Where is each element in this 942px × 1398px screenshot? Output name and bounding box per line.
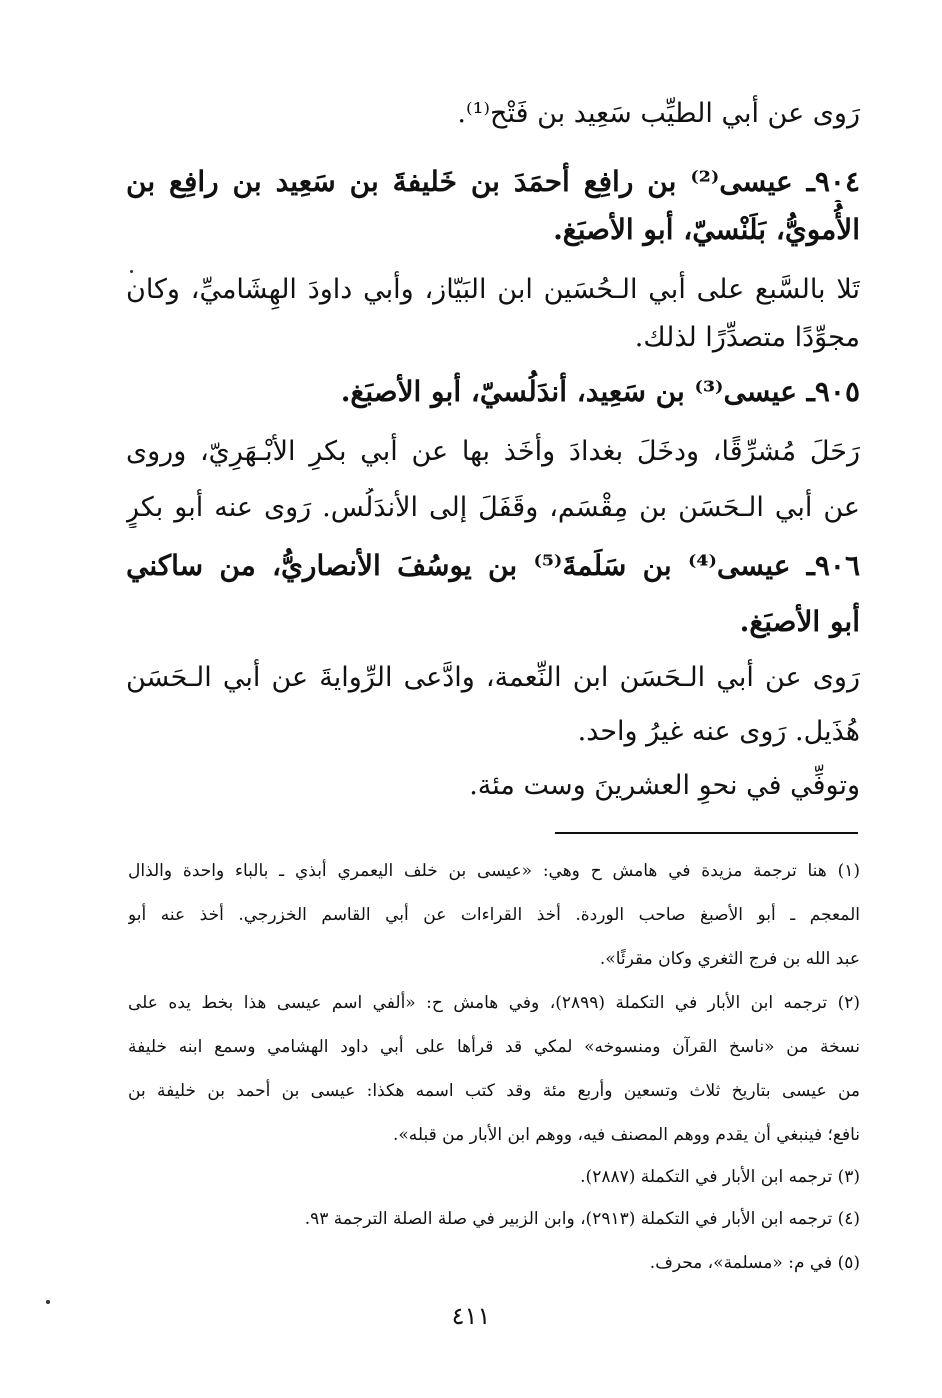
entry-heading-905: ٩٠٥ـ عيسى⁽³⁾ بن سَعِيد، أندَلُسيّ، أبو الأصبَغ.: [340, 375, 860, 408]
text-line: تَلا بالسَّبع على أبي الـحُسَين ابن البَيّاز، وأبي داودَ الهِشَاميِّ، وكان: [126, 274, 860, 305]
entry-heading-904-cont: الأُمويُّ، بَلَنْسيّ، أبو الأصبَغ.: [553, 213, 860, 246]
footnote-3: (٣) ترجمه ابن الأبار في التكملة (٢٨٨٧).: [580, 1167, 860, 1187]
entry-heading-906-cont: أبو الأصبَغ.: [739, 605, 860, 638]
text-line: رَحَلَ مُشرِّقًا، ودخَلَ بغدادَ وأخَذ بها عن أبي بكرِ الأبْـهَرِيّ، وروى: [126, 436, 860, 467]
text-line: رَوى عن أبي الطيِّب سَعِيد بن فَتْح⁽¹⁾.: [457, 98, 860, 129]
entry-heading-906: ٩٠٦ـ عيسى⁽⁴⁾ بن سَلَمةَ⁽⁵⁾ بن يوسُفَ الأنصاريُّ، من ساكني: [126, 549, 860, 582]
footnote-2-cont: نافع؛ فينبغي أن يقدم ووهم المصنف فيه، ووهم ابن الأبار من قبله».: [392, 1125, 860, 1145]
text-line: وتوفِّي في نحوِ العشرينَ وست مئة.: [469, 770, 860, 801]
scan-speck: [46, 1300, 50, 1304]
text-line: هُذَيل. رَوى عنه غيرُ واحد.: [577, 716, 860, 747]
footnote-1-cont: عبد الله بن فرج الثغري وكان مقرئًا».: [599, 949, 860, 969]
footnote-1-cont: المعجم ـ أبو الأصبغ صاحب الوردة. أخذ القراءات عن أبي القاسم الخزرجي. أخذ عنه أبو: [128, 905, 860, 925]
text-line: عن أبي الـحَسَن بن مِقْسَم، وقَفَلَ إلى الأندَلُس. رَوى عنه أبو بكرٍ: [126, 492, 860, 523]
footnote-2-cont: من عيسى بتاريخ ثلاث وتسعين وأربع مئة وقد كتب اسمه هكذا: عيسى بن أحمد بن خليفة بن: [128, 1081, 860, 1101]
footnote-5: (٥) في م: «مسلمة»، محرف.: [649, 1253, 860, 1273]
page-number: ٤١١: [451, 1302, 491, 1330]
footnote-1: (١) هنا ترجمة مزيدة في هامش ح وهي: «عيسى بن خلف اليعمري أبذي ـ بالباء واحدة والذال: [128, 861, 860, 881]
text-line: رَوى عن أبي الـحَسَن ابن النِّعمة، وادَّعى الرِّوايةَ عن أبي الـحَسَن: [126, 662, 860, 693]
scan-speck: [130, 270, 133, 273]
entry-heading-904: ٩٠٤ـ عيسى⁽²⁾ بن رافِع أحمَدَ بن خَليفةَ بن سَعِيد بن رافِع بن: [126, 165, 860, 198]
footnote-separator: [555, 832, 858, 834]
footnote-2: (٢) ترجمه ابن الأبار في التكملة (٢٨٩٩)، وفي هامش ح: «ألفي اسم عيسى هذا بخط يده على: [128, 993, 860, 1013]
text-line: مجوِّدًا متصدِّرًا لذلك.: [634, 322, 860, 353]
footnote-2-cont: نسخة من «ناسخ القرآن ومنسوخه» لمكي قد قرأها على أبي داود الهشامي وسمع ابنه خليفة: [128, 1037, 860, 1057]
footnote-4: (٤) ترجمه ابن الأبار في التكملة (٢٩١٣)، وابن الزبير في صلة الصلة الترجمة ٩٣.: [304, 1209, 860, 1229]
